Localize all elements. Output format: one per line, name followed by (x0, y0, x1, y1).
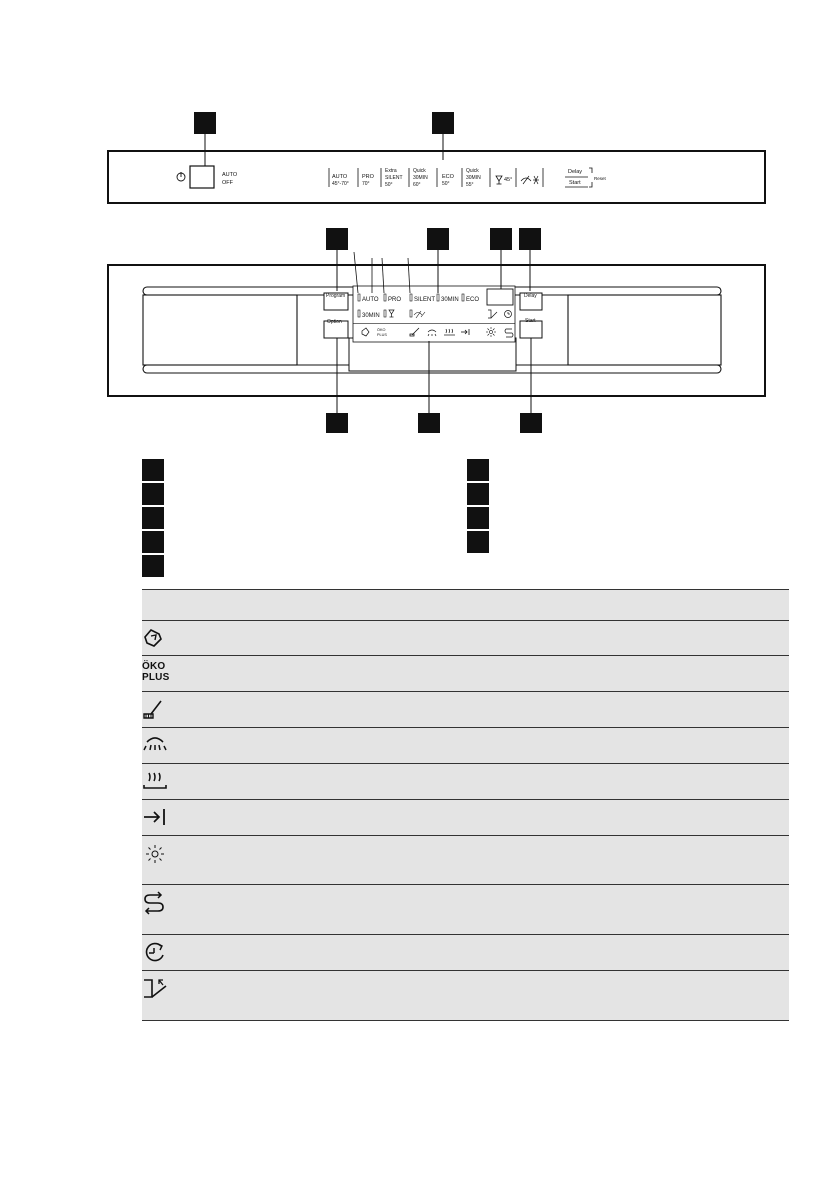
display-program-label: AUTO (362, 297, 379, 303)
oko-plus-icon (142, 661, 789, 683)
delay-clock-icon (142, 941, 168, 965)
symbol-table (142, 589, 789, 1021)
legend-marker (467, 483, 489, 505)
display-program-label: ECO (466, 297, 480, 303)
table-row (142, 971, 789, 1021)
start-label: Start (569, 180, 581, 186)
display-divider (353, 323, 515, 324)
program-label: 70° (362, 181, 370, 187)
heat-icon (142, 770, 168, 794)
table-row (142, 692, 789, 728)
program-label: 60° (413, 182, 421, 188)
callout-marker (418, 413, 440, 433)
table-header-cell (142, 590, 789, 621)
callout-marker (432, 112, 454, 134)
table-row (142, 728, 789, 764)
table-row (142, 621, 789, 656)
legend-marker (142, 483, 164, 505)
rinse-aid-icon (142, 842, 168, 868)
program-label: Quick (466, 168, 479, 174)
callout-marker (519, 228, 541, 250)
right-window (568, 295, 721, 365)
program-label: Quick (413, 168, 426, 174)
oko-plus-label: PLUS (377, 333, 387, 337)
auto-off-label: AUTO (222, 172, 238, 178)
legend-marker (467, 459, 489, 481)
lower-display-window (349, 338, 516, 371)
callout-marker (194, 112, 216, 134)
program-label: 50° (442, 181, 450, 187)
legend-grid (142, 458, 792, 578)
top-panel (108, 112, 765, 203)
program-label: ECO (442, 174, 454, 180)
program-button-label: Program (326, 293, 346, 299)
left-window (143, 295, 297, 365)
callout-marker (326, 228, 348, 250)
delay-label: Delay (568, 169, 583, 175)
end-arrow-icon (142, 806, 168, 828)
power-button[interactable] (190, 166, 214, 188)
callout-marker (326, 413, 348, 433)
display-program-label: 30MIN (362, 313, 380, 319)
callout-marker (427, 228, 449, 250)
program-label: PRO (362, 174, 374, 180)
table-row (142, 935, 789, 971)
option-button-label: Option (327, 319, 342, 325)
time-display (487, 289, 513, 305)
table-row (142, 656, 789, 692)
program-label: 45°-70° (332, 181, 349, 187)
legend-marker (142, 555, 164, 577)
control-panel-diagram (0, 0, 840, 458)
legend-marker (467, 531, 489, 553)
program-label: 30MIN (413, 175, 428, 181)
table-header-row (142, 590, 789, 621)
table-row (142, 800, 789, 836)
program-label: SILENT (385, 175, 403, 181)
glass-icon (496, 176, 502, 184)
program-label: Extra (385, 168, 397, 174)
oko-label: ÖKO (142, 661, 166, 672)
legend-marker (142, 531, 164, 553)
detergent-tablet-icon (142, 627, 164, 649)
display-program-label: PRO (388, 297, 402, 303)
auto-off-label: OFF (222, 180, 233, 186)
start-button-label: Start (525, 318, 536, 324)
delay-button-label: Delay (524, 293, 537, 299)
salt-regenerate-icon (142, 891, 168, 917)
legend-marker (142, 459, 164, 481)
spray-rinse-icon (521, 176, 539, 184)
table-row (142, 885, 789, 935)
display-program-label: SILENT (414, 297, 436, 303)
spray-icon (142, 734, 168, 756)
legend-marker (142, 507, 164, 529)
program-label: 30MIN (466, 175, 481, 181)
door-open-icon (142, 977, 170, 1003)
callout-marker (520, 413, 542, 433)
bottom-panel (108, 228, 765, 433)
legend-marker (467, 507, 489, 529)
program-label: 50° (385, 182, 393, 188)
program-label: AUTO (332, 174, 348, 180)
glass-temp-label: 45° (504, 177, 513, 183)
callout-marker (490, 228, 512, 250)
plus-label: PLUS (142, 672, 170, 683)
program-label: 55° (466, 182, 474, 188)
reset-label: Reset (594, 176, 606, 181)
table-row (142, 764, 789, 800)
oko-plus-label: ÖKO (377, 328, 386, 332)
brush-icon (142, 698, 164, 720)
table-row (142, 836, 789, 885)
display-program-label: 30MIN (441, 297, 459, 303)
